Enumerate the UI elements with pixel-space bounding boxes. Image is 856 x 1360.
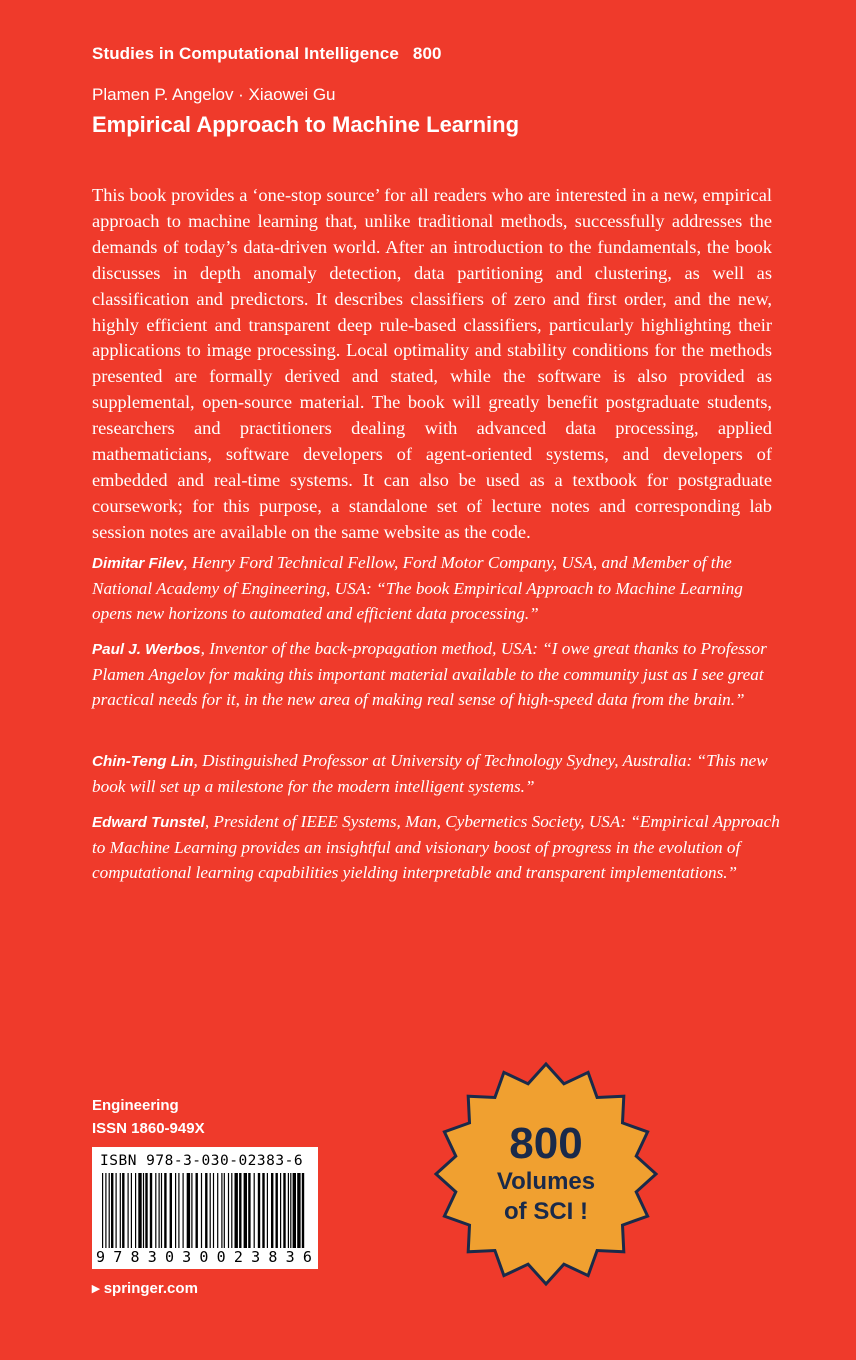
endorsement <box>92 636 782 713</box>
endorsement-text: , Distinguished Professor at University of Technology Sydney, Australia: “This new book will set up a milestone for the modern intelligent systems.” <box>92 751 768 796</box>
ean-digit: 3 <box>147 1248 157 1266</box>
badge-line-1: Volumes <box>496 1168 596 1195</box>
ean-digit: 0 <box>164 1248 174 1266</box>
barcode-bar <box>159 1173 160 1251</box>
barcode-bar <box>290 1173 291 1251</box>
barcode-bar <box>239 1173 241 1251</box>
book-description: This book provides a ‘one-stop source’ for all readers who are interested in a new, empirical approach to machine learning that, unlike traditional methods, successfully addresses the demands of today’s data-driven world. After an introduction to the fundamentals, the book discusses in depth anomaly detection, data partitioning and clustering, as well as classification and predictors. It describes classifiers of zero and first order, and the new, highly efficient and transparent deep rule-based classifiers, particularly highlighting their applications to image processing. Local optimality and stability conditions for the methods presented are formally derived and stated, while the software is also provided as supplemental, open-source material. The book will greatly benefit postgraduate students, researchers and practitioners dealing with advanced data processing, applied mathematicians, software developers of agent-oriented systems, and developers of embedded and real-time systems. It can also be used as a textbook for postgraduate coursework; for this purpose, a standalone set of lecture notes and corresponding lab session notes are available on the same website as the code. <box>92 185 772 542</box>
barcode-bar <box>244 1173 247 1251</box>
barcode-bar <box>187 1173 190 1251</box>
issn-label: ISSN 1860-949X <box>92 1120 205 1137</box>
endorser-name: Dimitar Filev <box>92 555 184 572</box>
barcode-bar <box>164 1173 166 1251</box>
barcode-bar <box>105 1173 106 1251</box>
barcode-bar <box>235 1173 238 1251</box>
book-title: Empirical Approach to Machine Learning <box>92 112 520 137</box>
endorsement-text: , Henry Ford Technical Fellow, Ford Motor Company, USA, and Member of the National Academy of Engineering, USA: “The book Empirical Approach to Machine Learning opens new horizons to automated and efficient data processing.” <box>92 553 743 624</box>
ean-digit: 3 <box>251 1248 261 1266</box>
barcode-bar <box>170 1173 172 1251</box>
barcode-bar <box>267 1173 268 1251</box>
barcode-bar <box>183 1173 184 1251</box>
barcode-bar <box>138 1173 141 1251</box>
barcode-bar <box>135 1173 136 1251</box>
ean-digit: 3 <box>182 1248 192 1266</box>
ean-digit: 3 <box>285 1248 295 1266</box>
endorser-name: Edward Tunstel <box>92 814 205 831</box>
ean-digit: 8 <box>130 1248 140 1266</box>
barcode-bar <box>258 1173 260 1251</box>
barcode-bar <box>143 1173 144 1251</box>
subject-label: Engineering <box>92 1097 179 1114</box>
barcode-bar <box>210 1173 211 1251</box>
barcode-bar <box>128 1173 129 1251</box>
barcode-bar <box>120 1173 121 1251</box>
ean-digit: 7 <box>113 1248 123 1266</box>
endorsement-text: , Inventor of the back-propagation method, USA: “I owe great thanks to Professor Plamen Angelov for making this important material available to the community just as I see great practical needs for it, in the new area of making real sense of high-speed data from the brain.” <box>92 639 767 710</box>
barcode-bar <box>302 1173 304 1251</box>
barcode-bar <box>175 1173 176 1251</box>
endorsement <box>92 748 782 799</box>
barcode-bar <box>283 1173 285 1251</box>
endorsement <box>92 550 782 627</box>
barcode-bar <box>155 1173 156 1251</box>
barcode-bar <box>271 1173 273 1251</box>
barcode-bar <box>276 1173 278 1251</box>
barcode-bar <box>231 1173 232 1251</box>
endorser-name: Chin-Teng Lin <box>92 753 194 770</box>
endorser-name: Paul J. Werbos <box>92 641 201 658</box>
series-name: Studies in Computational Intelligence <box>92 44 399 63</box>
barcode-bar <box>161 1173 162 1251</box>
barcode-bars <box>100 1173 310 1251</box>
barcode-bar <box>213 1173 214 1251</box>
barcode-bar <box>217 1173 218 1251</box>
barcode-bar <box>102 1173 103 1251</box>
barcode-bar <box>116 1173 117 1251</box>
ean-digit: 0 <box>199 1248 209 1266</box>
barcode-bar <box>262 1173 264 1251</box>
series-volume: 800 <box>412 44 442 63</box>
barcode-bar <box>224 1173 225 1251</box>
barcode-bar <box>122 1173 124 1251</box>
barcode-bar <box>288 1173 289 1251</box>
volumes-badge <box>432 1060 660 1288</box>
barcode-bar <box>150 1173 152 1251</box>
barcode-bar <box>196 1173 198 1251</box>
barcode-bar <box>111 1173 113 1251</box>
barcode <box>92 1147 318 1269</box>
authors: Plamen P. Angelov · Xiaowei Gu <box>92 85 336 104</box>
series-line <box>92 44 442 64</box>
barcode-bar <box>109 1173 110 1251</box>
ean-digit: 6 <box>302 1248 312 1266</box>
website-text: springer.com <box>103 1280 198 1297</box>
website-link[interactable]: ▸ springer.com <box>92 1280 198 1297</box>
barcode-bar <box>145 1173 147 1251</box>
barcode-bar <box>254 1173 255 1251</box>
barcode-bar <box>131 1173 132 1251</box>
ean-digits <box>96 1248 312 1266</box>
barcode-bar <box>248 1173 250 1251</box>
endorsement <box>92 809 782 886</box>
endorsement-text: , President of IEEE Systems, Man, Cybernetics Society, USA: “Empirical Approach to Machine Learning provides an insightful and visionary boost of progress in the evolution of computational learning capabilities yielding interpretable and transparent implementations.” <box>92 812 780 883</box>
barcode-bar <box>297 1173 300 1251</box>
ean-digit: 9 <box>96 1248 106 1266</box>
ean-digit: 8 <box>268 1248 278 1266</box>
badge-line-2: of SCI ! <box>504 1198 588 1225</box>
barcode-bar <box>293 1173 296 1251</box>
barcode-bar <box>280 1173 281 1251</box>
barcode-bar <box>205 1173 207 1251</box>
barcode-bar <box>178 1173 179 1251</box>
barcode-bar <box>228 1173 229 1251</box>
barcode-bar <box>221 1173 222 1251</box>
ean-digit: 2 <box>233 1248 243 1266</box>
ean-digit: 0 <box>216 1248 226 1266</box>
barcode-bar <box>191 1173 192 1251</box>
barcode-bar <box>201 1173 202 1251</box>
isbn-label: ISBN 978-3-030-02383-6 <box>100 1153 304 1169</box>
badge-number: 800 <box>509 1119 583 1168</box>
